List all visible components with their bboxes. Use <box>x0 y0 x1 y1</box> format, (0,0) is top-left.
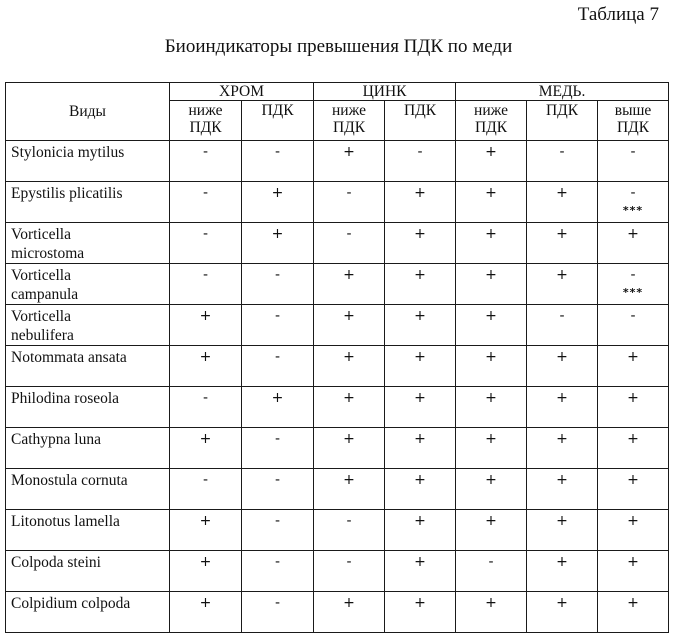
value-cell-copper-pdk <box>527 346 598 387</box>
value-mark: + <box>314 308 384 324</box>
value-mark: + <box>314 349 384 365</box>
value-mark: + <box>385 513 455 529</box>
value-cell-chromium-pdk <box>242 264 314 305</box>
footnote-mark: *** <box>598 285 668 301</box>
value-mark: - <box>170 144 241 160</box>
sub-header-line: ниже <box>456 102 526 119</box>
table-row <box>6 469 669 510</box>
value-mark: - <box>598 144 668 160</box>
value-cell-chromium-below-pdk <box>170 469 242 510</box>
value-cell-copper-pdk <box>527 387 598 428</box>
species-name-line: Vorticella <box>11 266 169 285</box>
value-mark: + <box>527 267 597 283</box>
value-cell-copper-pdk <box>527 141 598 182</box>
sub-header-line: ПДК <box>456 119 526 136</box>
species-name-cell <box>6 346 170 387</box>
species-name-line: microstoma <box>11 244 169 263</box>
value-mark: + <box>598 554 668 570</box>
species-name-cell <box>6 551 170 592</box>
value-cell-zinc-below-pdk <box>314 387 385 428</box>
value-mark: + <box>527 226 597 242</box>
value-cell-copper-below-pdk <box>456 551 527 592</box>
value-cell-zinc-below-pdk <box>314 182 385 223</box>
species-name-line: Vorticella <box>11 307 169 326</box>
value-mark: - <box>242 513 313 529</box>
value-mark: + <box>314 267 384 283</box>
value-mark: + <box>527 349 597 365</box>
species-name-line: Philodina roseola <box>11 389 169 408</box>
sub-header-line: ПДК <box>314 119 384 136</box>
value-mark: + <box>170 308 241 324</box>
value-mark: - <box>456 554 526 570</box>
table-row <box>6 346 669 387</box>
value-cell-copper-below-pdk <box>456 223 527 264</box>
value-mark: - <box>598 185 668 201</box>
value-cell-copper-pdk <box>527 223 598 264</box>
value-mark: - <box>314 513 384 529</box>
value-cell-chromium-pdk <box>242 346 314 387</box>
value-mark: - <box>170 226 241 242</box>
value-mark: + <box>170 431 241 447</box>
value-mark: + <box>598 431 668 447</box>
value-cell-zinc-pdk <box>385 387 456 428</box>
value-mark: + <box>456 185 526 201</box>
value-mark: + <box>314 472 384 488</box>
value-cell-zinc-below-pdk <box>314 264 385 305</box>
value-cell-copper-above-pdk <box>598 305 669 346</box>
value-mark: - <box>170 185 241 201</box>
value-cell-chromium-below-pdk <box>170 387 242 428</box>
value-cell-zinc-pdk <box>385 551 456 592</box>
value-mark: - <box>242 472 313 488</box>
value-cell-zinc-below-pdk <box>314 428 385 469</box>
value-cell-chromium-pdk <box>242 387 314 428</box>
value-cell-chromium-pdk <box>242 469 314 510</box>
value-cell-copper-below-pdk <box>456 264 527 305</box>
value-cell-chromium-pdk <box>242 182 314 223</box>
value-cell-chromium-below-pdk <box>170 141 242 182</box>
value-cell-zinc-below-pdk <box>314 141 385 182</box>
value-cell-copper-above-pdk <box>598 469 669 510</box>
value-mark: - <box>598 308 668 324</box>
value-mark: - <box>242 595 313 611</box>
group-header-copper: МЕДЬ. <box>456 83 669 101</box>
table-row <box>6 141 669 182</box>
value-cell-chromium-pdk <box>242 141 314 182</box>
value-mark: + <box>527 390 597 406</box>
value-cell-copper-pdk <box>527 469 598 510</box>
value-mark: + <box>456 431 526 447</box>
value-cell-zinc-pdk <box>385 469 456 510</box>
value-cell-chromium-pdk <box>242 223 314 264</box>
value-cell-chromium-below-pdk <box>170 551 242 592</box>
value-cell-chromium-below-pdk <box>170 264 242 305</box>
value-mark: + <box>598 595 668 611</box>
value-mark: + <box>314 431 384 447</box>
species-name-cell <box>6 592 170 633</box>
value-cell-copper-above-pdk <box>598 387 669 428</box>
table-row <box>6 428 669 469</box>
value-mark: + <box>598 513 668 529</box>
value-mark: + <box>456 308 526 324</box>
value-mark: + <box>527 472 597 488</box>
value-mark: + <box>242 185 313 201</box>
species-name-line: nebulifera <box>11 326 169 345</box>
value-mark: + <box>170 513 241 529</box>
value-mark: + <box>385 595 455 611</box>
value-mark: - <box>314 226 384 242</box>
sub-header-copper-above-pdk <box>598 101 669 141</box>
value-mark: + <box>527 513 597 529</box>
table-row <box>6 305 669 346</box>
value-cell-copper-above-pdk <box>598 264 669 305</box>
value-cell-chromium-below-pdk <box>170 223 242 264</box>
species-name-cell <box>6 510 170 551</box>
species-name-cell <box>6 182 170 223</box>
value-mark: + <box>456 472 526 488</box>
table-row <box>6 551 669 592</box>
value-mark: + <box>527 554 597 570</box>
table-row <box>6 592 669 633</box>
value-cell-copper-below-pdk <box>456 387 527 428</box>
species-name-cell <box>6 141 170 182</box>
group-header-chromium: ХРОМ <box>170 83 314 101</box>
value-cell-zinc-below-pdk <box>314 510 385 551</box>
value-mark: - <box>170 390 241 406</box>
species-name-line: Stylonicia mytilus <box>11 143 169 162</box>
value-mark: + <box>314 144 384 160</box>
species-name-line: Epystilis plicatilis <box>11 184 169 203</box>
species-name-cell <box>6 223 170 264</box>
value-mark: + <box>598 472 668 488</box>
value-cell-zinc-pdk <box>385 182 456 223</box>
species-name-line: Litonotus lamella <box>11 512 169 531</box>
value-cell-copper-below-pdk <box>456 346 527 387</box>
value-cell-zinc-below-pdk <box>314 346 385 387</box>
value-mark: + <box>385 226 455 242</box>
value-mark: - <box>242 267 313 283</box>
value-cell-chromium-below-pdk <box>170 510 242 551</box>
sub-header-line: ниже <box>170 102 241 119</box>
document-title: Биоиндикаторы превышения ПДК по меди <box>0 36 677 58</box>
value-mark: - <box>170 267 241 283</box>
value-cell-copper-below-pdk <box>456 428 527 469</box>
species-name-cell <box>6 428 170 469</box>
value-mark: + <box>314 595 384 611</box>
species-name-line: Colpoda steini <box>11 553 169 572</box>
table-row <box>6 223 669 264</box>
value-mark: + <box>527 595 597 611</box>
value-cell-chromium-pdk <box>242 510 314 551</box>
value-mark: + <box>456 595 526 611</box>
sub-header-zinc-pdk <box>385 101 456 141</box>
table-number: Таблица 7 <box>578 4 659 26</box>
value-cell-copper-above-pdk <box>598 182 669 223</box>
species-name-cell <box>6 264 170 305</box>
sub-header-zinc-below-pdk <box>314 101 385 141</box>
value-mark: - <box>314 185 384 201</box>
value-mark: + <box>456 144 526 160</box>
value-mark: + <box>598 390 668 406</box>
value-cell-copper-below-pdk <box>456 469 527 510</box>
value-cell-zinc-pdk <box>385 141 456 182</box>
value-mark: + <box>385 185 455 201</box>
value-cell-zinc-pdk <box>385 305 456 346</box>
sub-header-chromium-pdk <box>242 101 314 141</box>
value-mark: + <box>385 390 455 406</box>
value-mark: + <box>242 226 313 242</box>
table-body <box>6 141 669 633</box>
value-cell-copper-pdk <box>527 428 598 469</box>
value-mark: + <box>170 554 241 570</box>
value-mark: + <box>385 308 455 324</box>
value-cell-chromium-below-pdk <box>170 182 242 223</box>
value-cell-chromium-pdk <box>242 551 314 592</box>
value-mark: - <box>170 472 241 488</box>
value-cell-zinc-pdk <box>385 264 456 305</box>
value-cell-chromium-below-pdk <box>170 346 242 387</box>
value-mark: + <box>527 185 597 201</box>
value-cell-copper-above-pdk <box>598 141 669 182</box>
value-mark: + <box>385 431 455 447</box>
sub-header-line: выше <box>598 102 668 119</box>
value-cell-copper-above-pdk <box>598 592 669 633</box>
group-header-row <box>6 83 669 101</box>
value-mark: - <box>598 267 668 283</box>
value-cell-copper-below-pdk <box>456 592 527 633</box>
value-cell-copper-pdk <box>527 551 598 592</box>
value-cell-zinc-pdk <box>385 592 456 633</box>
value-cell-copper-pdk <box>527 592 598 633</box>
value-mark: + <box>598 226 668 242</box>
value-mark: + <box>385 472 455 488</box>
value-cell-copper-pdk <box>527 182 598 223</box>
value-cell-zinc-below-pdk <box>314 305 385 346</box>
value-mark: + <box>170 595 241 611</box>
species-name-line: campanula <box>11 285 169 304</box>
value-cell-copper-above-pdk <box>598 551 669 592</box>
value-mark: - <box>527 308 597 324</box>
value-mark: + <box>385 554 455 570</box>
value-mark: + <box>456 513 526 529</box>
value-mark: + <box>242 390 313 406</box>
table-row <box>6 182 669 223</box>
value-cell-copper-above-pdk <box>598 428 669 469</box>
sub-header-line: ПДК <box>527 102 597 119</box>
value-mark: - <box>242 144 313 160</box>
sub-header-copper-below-pdk <box>456 101 527 141</box>
value-mark: - <box>242 308 313 324</box>
species-name-line: Monostula cornuta <box>11 471 169 490</box>
value-mark: + <box>456 349 526 365</box>
species-column-header: Виды <box>6 83 170 141</box>
value-cell-copper-below-pdk <box>456 182 527 223</box>
species-name-line: Notommata ansata <box>11 348 169 367</box>
value-mark: + <box>385 267 455 283</box>
value-cell-chromium-below-pdk <box>170 305 242 346</box>
sub-header-line: ниже <box>314 102 384 119</box>
value-cell-zinc-below-pdk <box>314 223 385 264</box>
value-cell-chromium-pdk <box>242 428 314 469</box>
sub-header-chromium-below-pdk <box>170 101 242 141</box>
value-cell-zinc-below-pdk <box>314 592 385 633</box>
value-cell-zinc-pdk <box>385 428 456 469</box>
table-row <box>6 510 669 551</box>
species-name-line: Colpidium colpoda <box>11 594 169 613</box>
value-mark: + <box>456 267 526 283</box>
species-name-cell <box>6 305 170 346</box>
value-cell-zinc-pdk <box>385 510 456 551</box>
value-mark: + <box>527 431 597 447</box>
value-cell-chromium-pdk <box>242 305 314 346</box>
table-row <box>6 387 669 428</box>
species-name-line: Vorticella <box>11 225 169 244</box>
sub-header-line: ПДК <box>598 119 668 136</box>
value-mark: + <box>456 226 526 242</box>
value-mark: - <box>527 144 597 160</box>
value-cell-copper-above-pdk <box>598 510 669 551</box>
value-cell-copper-below-pdk <box>456 305 527 346</box>
group-header-zinc: ЦИНК <box>314 83 456 101</box>
value-mark: + <box>598 349 668 365</box>
value-cell-chromium-below-pdk <box>170 428 242 469</box>
value-cell-copper-pdk <box>527 510 598 551</box>
value-mark: + <box>314 390 384 406</box>
species-name-line: Cathypna luna <box>11 430 169 449</box>
sub-header-line: ПДК <box>385 102 455 119</box>
value-mark: - <box>385 144 455 160</box>
sub-header-line: ПДК <box>242 102 313 119</box>
footnote-mark: *** <box>598 203 668 219</box>
value-mark: + <box>456 390 526 406</box>
value-mark: - <box>242 349 313 365</box>
value-cell-copper-pdk <box>527 264 598 305</box>
value-cell-chromium-pdk <box>242 592 314 633</box>
value-cell-chromium-below-pdk <box>170 592 242 633</box>
value-cell-zinc-pdk <box>385 223 456 264</box>
value-mark: + <box>170 349 241 365</box>
value-mark: + <box>385 349 455 365</box>
species-name-cell <box>6 469 170 510</box>
value-mark: - <box>242 431 313 447</box>
value-cell-zinc-below-pdk <box>314 469 385 510</box>
value-cell-copper-below-pdk <box>456 510 527 551</box>
value-cell-copper-above-pdk <box>598 346 669 387</box>
species-name-cell <box>6 387 170 428</box>
value-cell-copper-pdk <box>527 305 598 346</box>
value-cell-zinc-below-pdk <box>314 551 385 592</box>
sub-header-copper-pdk <box>527 101 598 141</box>
value-mark: - <box>314 554 384 570</box>
sub-header-line: ПДК <box>170 119 241 136</box>
value-cell-zinc-pdk <box>385 346 456 387</box>
value-cell-copper-above-pdk <box>598 223 669 264</box>
value-mark: - <box>242 554 313 570</box>
table-row <box>6 264 669 305</box>
bioindicator-table <box>5 82 669 633</box>
value-cell-copper-below-pdk <box>456 141 527 182</box>
